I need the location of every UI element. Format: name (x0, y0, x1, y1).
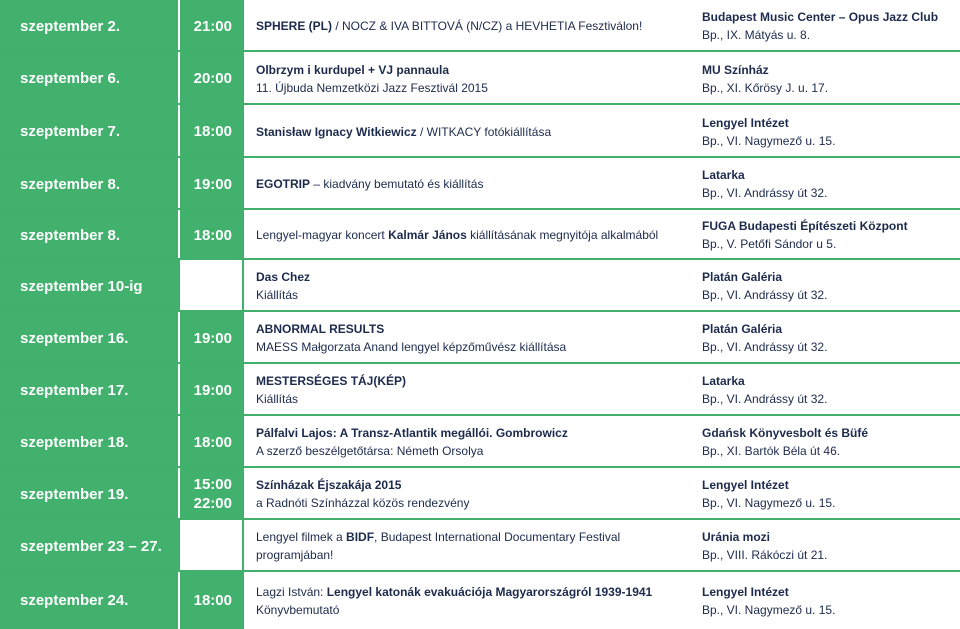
table-row (0, 0, 960, 52)
event-line (256, 390, 686, 408)
event-description (242, 158, 686, 210)
event-time (178, 520, 242, 572)
table-row (0, 312, 960, 364)
event-text: Kiállítás (256, 288, 299, 302)
event-time (178, 260, 242, 312)
event-time-value: 18:00 (193, 123, 232, 140)
venue-name: Platán Galéria (702, 270, 783, 284)
event-description (242, 0, 686, 52)
venue-address: Bp., VI. Andrássy út 32. (702, 392, 828, 406)
event-time-value: 21:00 (193, 17, 232, 35)
table-row (0, 52, 960, 105)
table-row (0, 158, 960, 210)
venue-address: Bp., XI. Kőrösy J. u. 17. (702, 80, 829, 95)
event-venue (686, 52, 960, 105)
event-description (242, 312, 686, 364)
event-date: szeptember 8. (0, 210, 178, 260)
table-row (0, 520, 960, 572)
event-venue (686, 105, 960, 158)
table-row (0, 572, 960, 629)
venue-name: FUGA Budapesti Építészeti Központ (702, 219, 908, 233)
venue-address: Bp., IX. Mátyás u. 8. (702, 28, 811, 42)
event-title: Színházak Éjszakája 2015 (256, 478, 402, 492)
event-text: programjában! (256, 548, 334, 562)
event-time (178, 158, 242, 210)
event-date: szeptember 18. (0, 416, 178, 468)
venue-address: Bp., VIII. Rákóczi út 21. (702, 548, 828, 562)
table-row (0, 260, 960, 312)
venue-name: Lengyel Intézet (702, 115, 789, 130)
event-date: szeptember 10-ig (0, 260, 178, 312)
event-line (256, 79, 686, 97)
event-line (256, 268, 686, 286)
event-date: szeptember 19. (0, 468, 178, 520)
event-venue (686, 158, 960, 210)
event-line (256, 320, 686, 338)
event-line (256, 123, 686, 141)
event-text: 11. Újbuda Nemzetközi Jazz Fesztivál 2015 (256, 80, 488, 95)
event-text: – kiadvány bemutató és kiállítás (310, 177, 484, 191)
event-title: Stanisław Ignacy Witkiewicz (256, 124, 417, 139)
event-line (256, 546, 686, 564)
event-time-value: 18:00 (193, 433, 232, 451)
event-date: szeptember 17. (0, 364, 178, 416)
event-line (256, 17, 686, 35)
event-time-value: 19:00 (193, 329, 232, 347)
event-text: Lagzi István: (256, 584, 327, 599)
event-time (178, 364, 242, 416)
event-description (242, 416, 686, 468)
event-time (178, 572, 242, 629)
event-time (178, 105, 242, 158)
event-line (256, 424, 686, 442)
table-row (0, 364, 960, 416)
event-description (242, 520, 686, 572)
event-description (242, 572, 686, 629)
event-line (256, 338, 686, 356)
event-title: Olbrzym i kurdupel + VJ pannaula (256, 62, 450, 77)
event-date: szeptember 6. (0, 52, 178, 105)
event-time-value: 20:00 (193, 70, 232, 87)
event-text: Lengyel-magyar koncert (256, 228, 389, 242)
event-description (242, 105, 686, 158)
venue-name: Latarka (702, 374, 745, 388)
event-venue (686, 260, 960, 312)
venue-address: Bp., VI. Nagymező u. 15. (702, 133, 836, 148)
event-line (256, 494, 686, 512)
table-row (0, 210, 960, 260)
event-description (242, 364, 686, 416)
event-date: szeptember 8. (0, 158, 178, 210)
event-title: ABNORMAL RESULTS (256, 322, 385, 336)
venue-name: Latarka (702, 168, 745, 182)
event-line (256, 528, 686, 546)
venue-name: Lengyel Intézet (702, 478, 789, 492)
event-date: szeptember 2. (0, 0, 178, 52)
event-text: / WITKACY fotókiállítása (416, 124, 552, 139)
event-text: A szerző beszélgetőtársa: Németh Orsolya (256, 444, 484, 458)
event-date: szeptember 7. (0, 105, 178, 158)
event-text: , Budapest International Documentary Festival (374, 530, 621, 544)
event-venue (686, 364, 960, 416)
event-venue (686, 572, 960, 629)
event-title: BIDF (346, 530, 375, 544)
event-time-value: 18:00 (193, 592, 232, 609)
event-time-value: 15:00 (193, 476, 232, 493)
event-time (178, 52, 242, 105)
event-venue (686, 520, 960, 572)
event-title: Kalmár János (388, 228, 467, 242)
table-row (0, 468, 960, 520)
event-time (178, 210, 242, 260)
event-text: kiállításának megnyitója alkalmából (466, 228, 659, 242)
venue-address: Bp., VI. Nagymező u. 15. (702, 602, 836, 617)
event-line (256, 175, 686, 193)
event-venue (686, 0, 960, 52)
event-description (242, 210, 686, 260)
venue-address: Bp., VI. Andrássy út 32. (702, 288, 828, 302)
event-line (256, 476, 686, 494)
event-time (178, 0, 242, 52)
event-venue (686, 416, 960, 468)
event-time-value: 22:00 (193, 495, 232, 512)
event-text: / NOCZ & IVA BITTOVÁ (N/CZ) a HEVHETIA Fesztiválon! (332, 19, 643, 33)
event-time-value: 19:00 (193, 175, 232, 193)
table-row (0, 105, 960, 158)
event-text: Kiállítás (256, 392, 299, 406)
table-row (0, 416, 960, 468)
event-text: Könyvbemutató (256, 602, 340, 617)
event-line (256, 442, 686, 460)
event-line (256, 286, 686, 304)
event-venue (686, 312, 960, 364)
venue-name: MU Színház (702, 62, 769, 77)
event-text: Lengyel filmek a (256, 530, 347, 544)
event-venue (686, 210, 960, 260)
event-description (242, 52, 686, 105)
venue-address: Bp., VI. Andrássy út 32. (702, 340, 828, 354)
event-title: SPHERE (PL) (256, 19, 333, 33)
event-date: szeptember 23 – 27. (0, 520, 178, 572)
event-date: szeptember 24. (0, 572, 178, 629)
event-text: MAESS Małgorzata Anand lengyel képzőművész kiállítása (256, 340, 567, 354)
venue-address: Bp., VI. Andrássy út 32. (702, 186, 828, 200)
venue-address: Bp., V. Petőfi Sándor u 5. (702, 237, 837, 251)
event-title: Lengyel katonák evakuációja Magyarországról 1939-1941 (326, 584, 653, 599)
event-text: a Radnóti Színházzal közös rendezvény (256, 496, 470, 510)
event-title: Das Chez (256, 270, 311, 284)
venue-name: Lengyel Intézet (702, 584, 789, 599)
event-title: MESTERSÉGES TÁJ(KÉP) (256, 374, 407, 388)
event-title: EGOTRIP (256, 177, 311, 191)
event-line (256, 583, 686, 601)
event-time (178, 468, 242, 520)
event-description (242, 468, 686, 520)
venue-address: Bp., XI. Bartók Béla út 46. (702, 444, 841, 458)
venue-name: Platán Galéria (702, 322, 783, 336)
event-time (178, 416, 242, 468)
venue-address: Bp., VI. Nagymező u. 15. (702, 496, 836, 510)
event-line (256, 372, 686, 390)
event-title: Pálfalvi Lajos: A Transz-Atlantik megállói. Gombrowicz (256, 426, 568, 440)
venue-name: Budapest Music Center – Opus Jazz Club (702, 10, 939, 24)
event-time-value: 18:00 (193, 226, 232, 244)
event-venue (686, 468, 960, 520)
venue-name: Uránia mozi (702, 530, 771, 544)
event-description (242, 260, 686, 312)
event-line (256, 61, 686, 79)
event-date: szeptember 16. (0, 312, 178, 364)
event-time-value: 19:00 (193, 381, 232, 399)
event-line (256, 601, 686, 619)
event-time (178, 312, 242, 364)
event-line (256, 226, 686, 244)
venue-name: Gdańsk Könyvesbolt és Büfé (702, 426, 869, 440)
